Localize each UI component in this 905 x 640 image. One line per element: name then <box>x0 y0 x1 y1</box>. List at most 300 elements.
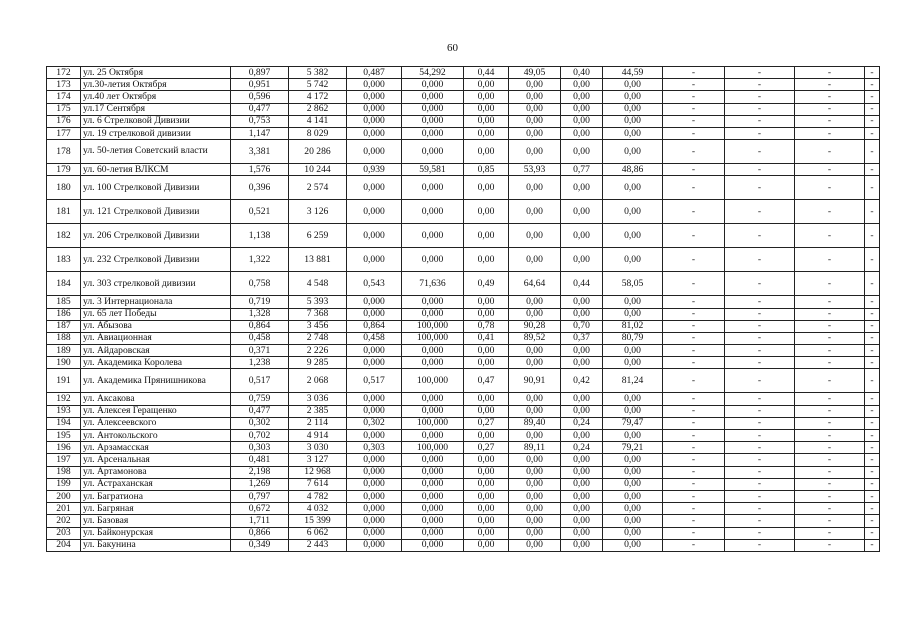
table-row <box>47 67 880 79</box>
value-2-cell: 0,000 <box>347 503 402 515</box>
street-name-cell: ул. Арзамасская <box>81 442 231 454</box>
percent-3-cell: 0,00 <box>603 296 663 308</box>
street-name-cell: ул. Айдаровская <box>81 345 231 357</box>
length-cell: 1,328 <box>231 308 289 320</box>
dash-4-cell: - <box>865 393 880 405</box>
table-row <box>47 176 880 200</box>
percent-1-cell: 100,000 <box>402 320 464 332</box>
dash-3-cell: - <box>795 442 865 454</box>
value-1-cell: 5 382 <box>289 67 347 79</box>
value-1-cell: 4 172 <box>289 91 347 103</box>
dash-4-cell: - <box>865 308 880 320</box>
percent-1-cell: 0,000 <box>402 79 464 91</box>
value-4-cell: 0,00 <box>561 140 603 164</box>
percent-3-cell: 0,00 <box>603 308 663 320</box>
percent-3-cell: 0,00 <box>603 103 663 115</box>
length-cell: 0,517 <box>231 369 289 393</box>
percent-3-cell: 0,00 <box>603 224 663 248</box>
dash-4-cell: - <box>865 320 880 332</box>
value-1-cell: 2 862 <box>289 103 347 115</box>
dash-1-cell: - <box>663 345 725 357</box>
percent-1-cell: 0,000 <box>402 357 464 369</box>
street-name-cell: ул. Академика Прянишникова <box>81 369 231 393</box>
value-2-cell: 0,000 <box>347 454 402 466</box>
dash-3-cell: - <box>795 430 865 442</box>
value-2-cell: 0,000 <box>347 248 402 272</box>
length-cell: 0,797 <box>231 490 289 502</box>
dash-1-cell: - <box>663 103 725 115</box>
dash-3-cell: - <box>795 127 865 139</box>
dash-3-cell: - <box>795 527 865 539</box>
row-number-cell: 195 <box>47 430 81 442</box>
percent-2-cell: 0,00 <box>509 200 561 224</box>
value-2-cell: 0,000 <box>347 91 402 103</box>
length-cell: 0,596 <box>231 91 289 103</box>
street-name-cell: ул. 121 Стрелковой Дивизии <box>81 200 231 224</box>
percent-3-cell: 0,00 <box>603 115 663 127</box>
percent-1-cell: 100,000 <box>402 442 464 454</box>
value-2-cell: 0,000 <box>347 115 402 127</box>
dash-3-cell: - <box>795 115 865 127</box>
value-1-cell: 3 126 <box>289 200 347 224</box>
table-row <box>47 127 880 139</box>
value-2-cell: 0,000 <box>347 140 402 164</box>
row-number-cell: 192 <box>47 393 81 405</box>
dash-3-cell: - <box>795 308 865 320</box>
street-name-cell: ул. 25 Октября <box>81 67 231 79</box>
percent-3-cell: 0,00 <box>603 478 663 490</box>
percent-3-cell: 0,00 <box>603 140 663 164</box>
dash-4-cell: - <box>865 442 880 454</box>
percent-3-cell: 80,79 <box>603 332 663 344</box>
row-number-cell: 183 <box>47 248 81 272</box>
street-name-cell: ул. 60-летия ВЛКСМ <box>81 164 231 176</box>
value-2-cell: 0,487 <box>347 67 402 79</box>
percent-3-cell: 79,21 <box>603 442 663 454</box>
value-4-cell: 0,00 <box>561 79 603 91</box>
percent-2-cell: 0,00 <box>509 115 561 127</box>
dash-1-cell: - <box>663 417 725 429</box>
dash-4-cell: - <box>865 296 880 308</box>
percent-1-cell: 0,000 <box>402 515 464 527</box>
percent-2-cell: 0,00 <box>509 357 561 369</box>
value-3-cell: 0,00 <box>464 430 509 442</box>
page-number: 60 <box>447 42 458 54</box>
dash-3-cell: - <box>795 67 865 79</box>
row-number-cell: 199 <box>47 478 81 490</box>
value-1-cell: 4 032 <box>289 503 347 515</box>
row-number-cell: 186 <box>47 308 81 320</box>
value-4-cell: 0,00 <box>561 539 603 551</box>
length-cell: 0,458 <box>231 332 289 344</box>
dash-4-cell: - <box>865 140 880 164</box>
percent-3-cell: 0,00 <box>603 405 663 417</box>
length-cell: 0,702 <box>231 430 289 442</box>
row-number-cell: 200 <box>47 490 81 502</box>
dash-2-cell: - <box>725 393 795 405</box>
percent-2-cell: 0,00 <box>509 503 561 515</box>
length-cell: 0,866 <box>231 527 289 539</box>
street-name-cell: ул. 19 стрелковой дивизии <box>81 127 231 139</box>
table-row <box>47 308 880 320</box>
value-1-cell: 4 548 <box>289 272 347 296</box>
percent-2-cell: 0,00 <box>509 296 561 308</box>
row-number-cell: 180 <box>47 176 81 200</box>
dash-3-cell: - <box>795 478 865 490</box>
dash-3-cell: - <box>795 103 865 115</box>
value-4-cell: 0,00 <box>561 91 603 103</box>
percent-2-cell: 0,00 <box>509 176 561 200</box>
value-1-cell: 6 062 <box>289 527 347 539</box>
dash-3-cell: - <box>795 515 865 527</box>
dash-3-cell: - <box>795 454 865 466</box>
dash-1-cell: - <box>663 248 725 272</box>
percent-2-cell: 89,11 <box>509 442 561 454</box>
dash-3-cell: - <box>795 393 865 405</box>
row-number-cell: 175 <box>47 103 81 115</box>
value-1-cell: 3 127 <box>289 454 347 466</box>
dash-3-cell: - <box>795 79 865 91</box>
percent-3-cell: 81,24 <box>603 369 663 393</box>
value-3-cell: 0,44 <box>464 67 509 79</box>
percent-2-cell: 0,00 <box>509 308 561 320</box>
street-name-cell: ул.17 Сентября <box>81 103 231 115</box>
street-name-cell: ул. Арсенальная <box>81 454 231 466</box>
row-number-cell: 191 <box>47 369 81 393</box>
dash-3-cell: - <box>795 503 865 515</box>
dash-4-cell: - <box>865 466 880 478</box>
value-3-cell: 0,00 <box>464 539 509 551</box>
dash-2-cell: - <box>725 103 795 115</box>
value-4-cell: 0,00 <box>561 503 603 515</box>
row-number-cell: 182 <box>47 224 81 248</box>
dash-2-cell: - <box>725 200 795 224</box>
value-2-cell: 0,543 <box>347 272 402 296</box>
percent-2-cell: 0,00 <box>509 405 561 417</box>
dash-2-cell: - <box>725 164 795 176</box>
street-name-cell: ул. 6 Стрелковой Дивизии <box>81 115 231 127</box>
row-number-cell: 181 <box>47 200 81 224</box>
table-row <box>47 466 880 478</box>
table-row <box>47 490 880 502</box>
percent-3-cell: 58,05 <box>603 272 663 296</box>
dash-2-cell: - <box>725 272 795 296</box>
dash-1-cell: - <box>663 320 725 332</box>
percent-2-cell: 64,64 <box>509 272 561 296</box>
length-cell: 3,381 <box>231 140 289 164</box>
dash-3-cell: - <box>795 224 865 248</box>
value-3-cell: 0,00 <box>464 308 509 320</box>
value-1-cell: 9 285 <box>289 357 347 369</box>
dash-4-cell: - <box>865 79 880 91</box>
dash-2-cell: - <box>725 345 795 357</box>
dash-1-cell: - <box>663 200 725 224</box>
value-2-cell: 0,000 <box>347 200 402 224</box>
dash-1-cell: - <box>663 115 725 127</box>
length-cell: 1,238 <box>231 357 289 369</box>
dash-4-cell: - <box>865 503 880 515</box>
value-2-cell: 0,000 <box>347 478 402 490</box>
dash-3-cell: - <box>795 405 865 417</box>
dash-1-cell: - <box>663 466 725 478</box>
percent-1-cell: 0,000 <box>402 127 464 139</box>
dash-2-cell: - <box>725 527 795 539</box>
dash-2-cell: - <box>725 224 795 248</box>
value-4-cell: 0,00 <box>561 454 603 466</box>
dash-1-cell: - <box>663 308 725 320</box>
table-row <box>47 393 880 405</box>
value-4-cell: 0,00 <box>561 308 603 320</box>
value-3-cell: 0,00 <box>464 79 509 91</box>
percent-2-cell: 89,40 <box>509 417 561 429</box>
table-row <box>47 320 880 332</box>
street-name-cell: ул. 65 лет Победы <box>81 308 231 320</box>
percent-1-cell: 0,000 <box>402 466 464 478</box>
value-2-cell: 0,000 <box>347 224 402 248</box>
value-3-cell: 0,27 <box>464 417 509 429</box>
dash-2-cell: - <box>725 357 795 369</box>
percent-2-cell: 0,00 <box>509 490 561 502</box>
table-row <box>47 248 880 272</box>
dash-2-cell: - <box>725 539 795 551</box>
value-1-cell: 3 036 <box>289 393 347 405</box>
value-2-cell: 0,303 <box>347 442 402 454</box>
dash-2-cell: - <box>725 369 795 393</box>
percent-3-cell: 0,00 <box>603 430 663 442</box>
row-number-cell: 196 <box>47 442 81 454</box>
value-1-cell: 13 881 <box>289 248 347 272</box>
value-1-cell: 15 399 <box>289 515 347 527</box>
dash-2-cell: - <box>725 478 795 490</box>
dash-4-cell: - <box>865 357 880 369</box>
table-row <box>47 224 880 248</box>
table-row <box>47 272 880 296</box>
value-2-cell: 0,000 <box>347 539 402 551</box>
dash-1-cell: - <box>663 224 725 248</box>
percent-2-cell: 0,00 <box>509 539 561 551</box>
dash-4-cell: - <box>865 248 880 272</box>
value-2-cell: 0,864 <box>347 320 402 332</box>
value-4-cell: 0,70 <box>561 320 603 332</box>
dash-1-cell: - <box>663 539 725 551</box>
value-3-cell: 0,00 <box>464 103 509 115</box>
percent-2-cell: 0,00 <box>509 79 561 91</box>
table-row <box>47 103 880 115</box>
length-cell: 0,303 <box>231 442 289 454</box>
value-3-cell: 0,78 <box>464 320 509 332</box>
value-4-cell: 0,24 <box>561 442 603 454</box>
percent-2-cell: 90,28 <box>509 320 561 332</box>
value-4-cell: 0,00 <box>561 248 603 272</box>
percent-3-cell: 0,00 <box>603 503 663 515</box>
percent-2-cell: 0,00 <box>509 527 561 539</box>
percent-1-cell: 0,000 <box>402 103 464 115</box>
value-3-cell: 0,27 <box>464 442 509 454</box>
value-3-cell: 0,00 <box>464 224 509 248</box>
dash-4-cell: - <box>865 454 880 466</box>
street-name-cell: ул. Абызова <box>81 320 231 332</box>
street-name-cell: ул.40 лет Октября <box>81 91 231 103</box>
dash-1-cell: - <box>663 478 725 490</box>
percent-1-cell: 0,000 <box>402 527 464 539</box>
percent-2-cell: 89,52 <box>509 332 561 344</box>
percent-3-cell: 44,59 <box>603 67 663 79</box>
table-row <box>47 430 880 442</box>
street-name-cell: ул. Авиационная <box>81 332 231 344</box>
table-row <box>47 515 880 527</box>
value-3-cell: 0,00 <box>464 405 509 417</box>
value-1-cell: 7 614 <box>289 478 347 490</box>
dash-4-cell: - <box>865 332 880 344</box>
table-row <box>47 79 880 91</box>
value-1-cell: 6 259 <box>289 224 347 248</box>
dash-3-cell: - <box>795 345 865 357</box>
value-3-cell: 0,00 <box>464 527 509 539</box>
dash-2-cell: - <box>725 515 795 527</box>
row-number-cell: 176 <box>47 115 81 127</box>
percent-3-cell: 0,00 <box>603 176 663 200</box>
dash-1-cell: - <box>663 91 725 103</box>
row-number-cell: 184 <box>47 272 81 296</box>
table-row <box>47 91 880 103</box>
value-4-cell: 0,77 <box>561 164 603 176</box>
percent-3-cell: 0,00 <box>603 490 663 502</box>
length-cell: 1,711 <box>231 515 289 527</box>
dash-3-cell: - <box>795 248 865 272</box>
dash-1-cell: - <box>663 67 725 79</box>
percent-1-cell: 71,636 <box>402 272 464 296</box>
row-number-cell: 185 <box>47 296 81 308</box>
percent-3-cell: 0,00 <box>603 357 663 369</box>
dash-2-cell: - <box>725 490 795 502</box>
value-4-cell: 0,00 <box>561 127 603 139</box>
percent-2-cell: 0,00 <box>509 466 561 478</box>
dash-1-cell: - <box>663 79 725 91</box>
value-3-cell: 0,00 <box>464 357 509 369</box>
street-name-cell: ул. 206 Стрелковой Дивизии <box>81 224 231 248</box>
value-2-cell: 0,000 <box>347 466 402 478</box>
percent-3-cell: 81,02 <box>603 320 663 332</box>
value-1-cell: 4 141 <box>289 115 347 127</box>
length-cell: 1,322 <box>231 248 289 272</box>
percent-2-cell: 53,93 <box>509 164 561 176</box>
dash-1-cell: - <box>663 127 725 139</box>
length-cell: 0,396 <box>231 176 289 200</box>
table-row <box>47 200 880 224</box>
street-name-cell: ул. 3 Интернационала <box>81 296 231 308</box>
percent-1-cell: 100,000 <box>402 369 464 393</box>
value-3-cell: 0,00 <box>464 176 509 200</box>
value-4-cell: 0,00 <box>561 393 603 405</box>
table-row <box>47 345 880 357</box>
dash-4-cell: - <box>865 200 880 224</box>
row-number-cell: 173 <box>47 79 81 91</box>
dash-3-cell: - <box>795 140 865 164</box>
value-4-cell: 0,00 <box>561 224 603 248</box>
length-cell: 0,521 <box>231 200 289 224</box>
dash-1-cell: - <box>663 357 725 369</box>
table-row <box>47 140 880 164</box>
value-3-cell: 0,00 <box>464 490 509 502</box>
dash-4-cell: - <box>865 369 880 393</box>
value-2-cell: 0,000 <box>347 490 402 502</box>
dash-4-cell: - <box>865 164 880 176</box>
percent-1-cell: 0,000 <box>402 308 464 320</box>
value-4-cell: 0,00 <box>561 466 603 478</box>
length-cell: 0,897 <box>231 67 289 79</box>
dash-2-cell: - <box>725 320 795 332</box>
value-4-cell: 0,40 <box>561 67 603 79</box>
percent-1-cell: 0,000 <box>402 91 464 103</box>
dash-3-cell: - <box>795 164 865 176</box>
table-row <box>47 332 880 344</box>
value-1-cell: 2 443 <box>289 539 347 551</box>
value-3-cell: 0,00 <box>464 466 509 478</box>
row-number-cell: 203 <box>47 527 81 539</box>
value-1-cell: 2 068 <box>289 369 347 393</box>
dash-3-cell: - <box>795 357 865 369</box>
street-name-cell: ул. 50-летия Советский власти <box>81 140 231 164</box>
table-row <box>47 405 880 417</box>
value-1-cell: 12 968 <box>289 466 347 478</box>
value-3-cell: 0,00 <box>464 200 509 224</box>
percent-2-cell: 0,00 <box>509 224 561 248</box>
length-cell: 0,758 <box>231 272 289 296</box>
table-row <box>47 539 880 551</box>
value-4-cell: 0,00 <box>561 527 603 539</box>
value-1-cell: 3 456 <box>289 320 347 332</box>
value-2-cell: 0,000 <box>347 176 402 200</box>
row-number-cell: 204 <box>47 539 81 551</box>
dash-3-cell: - <box>795 417 865 429</box>
value-3-cell: 0,00 <box>464 393 509 405</box>
value-4-cell: 0,00 <box>561 478 603 490</box>
value-4-cell: 0,00 <box>561 115 603 127</box>
value-2-cell: 0,000 <box>347 393 402 405</box>
percent-2-cell: 0,00 <box>509 430 561 442</box>
value-1-cell: 2 574 <box>289 176 347 200</box>
percent-2-cell: 0,00 <box>509 345 561 357</box>
value-4-cell: 0,00 <box>561 490 603 502</box>
value-4-cell: 0,00 <box>561 103 603 115</box>
dash-1-cell: - <box>663 515 725 527</box>
value-4-cell: 0,00 <box>561 296 603 308</box>
percent-1-cell: 100,000 <box>402 332 464 344</box>
street-name-cell: ул. Антокольского <box>81 430 231 442</box>
length-cell: 1,269 <box>231 478 289 490</box>
dash-1-cell: - <box>663 164 725 176</box>
row-number-cell: 202 <box>47 515 81 527</box>
percent-1-cell: 54,292 <box>402 67 464 79</box>
table-row <box>47 442 880 454</box>
percent-3-cell: 0,00 <box>603 539 663 551</box>
street-name-cell: ул. Байконурская <box>81 527 231 539</box>
percent-3-cell: 0,00 <box>603 248 663 272</box>
value-3-cell: 0,00 <box>464 91 509 103</box>
street-name-cell: ул. Багратиона <box>81 490 231 502</box>
percent-1-cell: 0,000 <box>402 115 464 127</box>
value-4-cell: 0,44 <box>561 272 603 296</box>
street-name-cell: ул. Артамонова <box>81 466 231 478</box>
value-1-cell: 2 385 <box>289 405 347 417</box>
dash-4-cell: - <box>865 515 880 527</box>
dash-2-cell: - <box>725 417 795 429</box>
row-number-cell: 190 <box>47 357 81 369</box>
percent-2-cell: 0,00 <box>509 140 561 164</box>
percent-3-cell: 0,00 <box>603 91 663 103</box>
value-2-cell: 0,000 <box>347 357 402 369</box>
value-2-cell: 0,000 <box>347 515 402 527</box>
